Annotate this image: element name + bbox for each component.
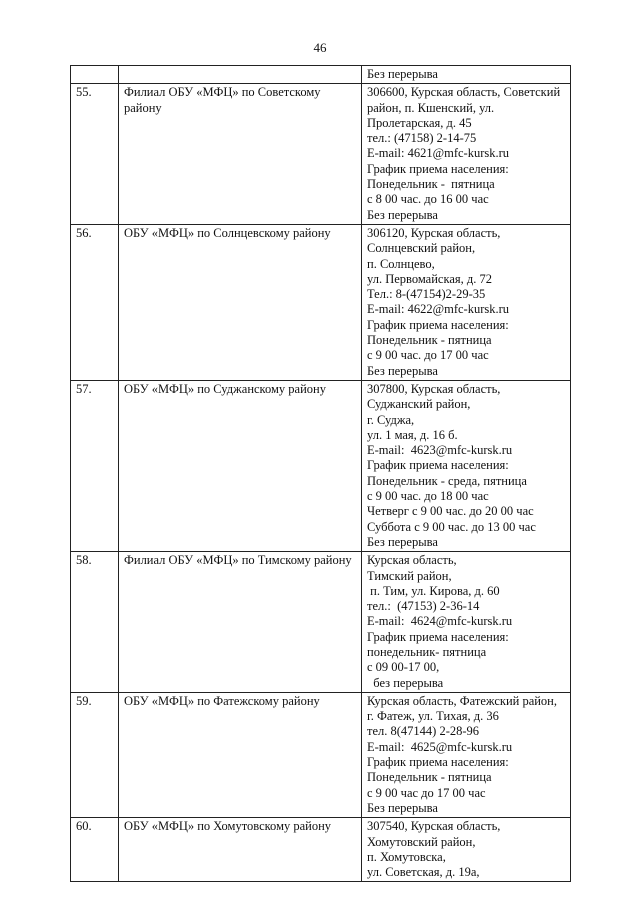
table-row-continuation [71,66,571,84]
address-line: График приема населения: [367,161,509,176]
row-number-cell [71,66,119,84]
table-row [71,224,571,380]
address-line: E-mail: 4624@mfc-kursk.ru [367,614,513,629]
address-line: Тел.: 8-(47154)2-29-35 [367,287,486,302]
table-row [71,84,571,225]
table-row [71,380,571,551]
address-line: Без перерыва [367,800,438,815]
address-line: Понедельник - пятница [367,770,492,785]
office-name: ОБУ «МФЦ» по Фатежскому району [119,692,362,817]
address-line: Суджанский район, [367,397,471,412]
address-line: Курская область, Фатежский район, [367,693,557,708]
address-line: ул. Первомайская, д. 72 [367,271,492,286]
address-line: 306600, Курская область, Советский [367,85,561,100]
address-line: понедельник- пятница [367,644,487,659]
table-row [71,818,571,882]
row-number: 57. [71,380,119,551]
address-line: г. Суджа, [367,412,415,427]
address-line: г. Фатеж, ул. Тихая, д. 36 [367,709,499,724]
address-line: График приема населения: [367,755,509,770]
office-name: Филиал ОБУ «МФЦ» по Тимскому району [119,552,362,693]
row-number: 56. [71,224,119,380]
address-line: E-mail: 4622@mfc-kursk.ru [367,302,510,317]
address-line: График приема населения: [367,458,509,473]
table-row [71,692,571,817]
address-line: Понедельник - среда, пятница [367,473,527,488]
office-name: ОБУ «МФЦ» по Солнцевскому району [119,224,362,380]
address-line: Без перерыва [367,207,438,222]
row-number: 60. [71,818,119,882]
address-line: с 9 00 час до 17 00 час [367,785,486,800]
row-number: 55. [71,84,119,225]
address-line: Без перерыва [367,363,438,378]
address-line: 307540, Курская область, [367,819,501,834]
address-line: с 09 00-17 00, [367,660,440,675]
address-line: Пролетарская, д. 45 [367,115,472,130]
address-line: Суббота с 9 00 час. до 13 00 час [367,519,536,534]
address-line: Солнцевский район, [367,241,476,256]
address-line: п. Тим, ул. Кирова, д. 60 [367,583,500,598]
address-line: 307800, Курская область, [367,381,501,396]
address-line: Курская область, [367,553,457,568]
row-number: 59. [71,692,119,817]
address-line: тел.: (47153) 2-36-14 [367,599,480,614]
address-line: тел. 8(47144) 2-28-96 [367,724,480,739]
address-line: Без перерыва [367,534,438,549]
address-line: п. Солнцево, [367,256,435,271]
address-cell [362,818,571,882]
table-row [71,552,571,693]
address-line: График приема населения: [367,317,509,332]
row-number: 58. [71,552,119,693]
address-cell [362,692,571,817]
address-line: Тимский район, [367,568,452,583]
address-cell [362,552,571,693]
address-line: п. Хомутовска, [367,849,446,864]
table-body [71,66,571,882]
address-line: без перерыва [367,675,444,690]
address-line: с 8 00 час. до 16 00 час [367,192,489,207]
office-name-cell [119,66,362,84]
address-cell [362,66,571,84]
page-number: 46 [313,40,327,55]
office-name: ОБУ «МФЦ» по Суджанскому району [119,380,362,551]
address-line: ул. 1 мая, д. 16 б. [367,427,458,442]
address-line: E-mail: 4621@mfc-kursk.ru [367,146,510,161]
address-line: Хомутовский район, [367,834,476,849]
address-cell [362,224,571,380]
address-line: с 9 00 час. до 18 00 час [367,489,489,504]
address-line: Четверг с 9 00 час. до 20 00 час [367,504,534,519]
address-line: E-mail: 4625@mfc-kursk.ru [367,739,513,754]
office-name: Филиал ОБУ «МФЦ» по Советскому району [119,84,362,225]
address-line: с 9 00 час. до 17 00 час [367,348,489,363]
address-line: E-mail: 4623@mfc-kursk.ru [367,443,513,458]
address-cell [362,84,571,225]
address-line: ул. Советская, д. 19а, [367,865,480,880]
address-line: тел.: (47158) 2-14-75 [367,131,477,146]
address-line: График приема населения: [367,629,509,644]
address-line: Без перерыва [367,67,438,81]
address-line: 306120, Курская область, [367,225,501,240]
address-line: Понедельник - пятница [367,333,492,348]
mfc-offices-table [70,65,571,882]
address-line: район, п. Кшенский, ул. [367,100,495,115]
office-name: ОБУ «МФЦ» по Хомутовскому району [119,818,362,882]
address-cell [362,380,571,551]
address-line: Понедельник - пятница [367,177,495,192]
